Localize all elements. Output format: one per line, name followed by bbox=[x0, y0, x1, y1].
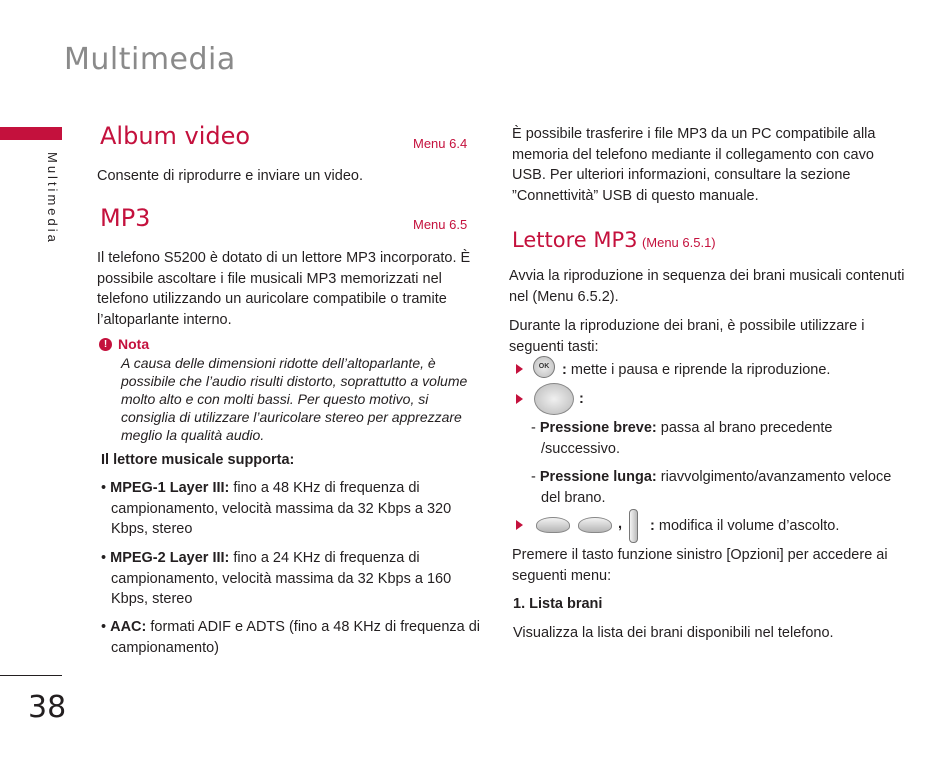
volume-row bbox=[650, 516, 839, 537]
transfer-line: USB. Per ulteriori informazioni, consultare la sezione bbox=[512, 167, 851, 183]
play-desc-line: nel (Menu 6.5.2). bbox=[509, 288, 619, 305]
nota-label: Nota bbox=[118, 336, 150, 352]
format-item-aac bbox=[101, 617, 486, 658]
ok-key-icon: OK bbox=[533, 356, 555, 378]
mp3-player-title: Lettore MP3 bbox=[512, 228, 638, 252]
short-press-line: /successivo. bbox=[541, 440, 620, 457]
arrow-right-icon bbox=[516, 520, 523, 530]
ok-key-row bbox=[562, 360, 830, 381]
format-line: campionamento, velocità massima da 32 Kbps a 320 bbox=[111, 500, 452, 517]
bullet: • bbox=[101, 550, 107, 566]
format-line: formati ADIF e ADTS (fino a 48 KHz di frequenza di bbox=[150, 619, 481, 635]
format-line: Kbps, stereo bbox=[111, 521, 193, 537]
nota-line: molto alto e con molti bassi. Per questo motivo, si bbox=[121, 391, 429, 407]
page-number: 38 bbox=[28, 690, 67, 725]
arrow-right-icon bbox=[516, 394, 523, 404]
colon: : bbox=[579, 391, 584, 407]
dash: - bbox=[531, 469, 536, 485]
volume-key-icon bbox=[578, 517, 612, 533]
nav-key-icon bbox=[534, 383, 574, 415]
page-header-title: Multimedia bbox=[64, 42, 236, 77]
options-line: Premere il tasto funzione sinistro [Opzioni] per accedere ai bbox=[512, 547, 888, 563]
short-press-item bbox=[531, 418, 911, 459]
transfer-line: memoria del telefono mediante il collegamento con cavo bbox=[512, 146, 874, 163]
mp3-intro-paragraph bbox=[97, 248, 477, 330]
transfer-line: ”Connettività” USB di questo manuale. bbox=[512, 187, 759, 204]
format-name: MPEG-2 Layer III: bbox=[110, 550, 230, 566]
format-line: fino a 48 KHz di frequenza di bbox=[233, 480, 420, 496]
list-heading: 1. Lista brani bbox=[513, 596, 603, 612]
album-video-title: Album video bbox=[100, 122, 251, 150]
colon: : bbox=[562, 362, 567, 378]
comma: , bbox=[618, 516, 623, 532]
long-press-line: riavvolgimento/avanzamento veloce bbox=[660, 469, 892, 485]
mp3-player-heading bbox=[512, 228, 716, 252]
side-key-icon bbox=[629, 509, 638, 543]
nota-heading bbox=[99, 336, 149, 354]
options-paragraph bbox=[512, 545, 922, 586]
format-line: Kbps, stereo bbox=[111, 591, 193, 607]
during-line: seguenti tasti: bbox=[509, 338, 599, 355]
volume-description: modifica il volume d’ascolto. bbox=[658, 518, 840, 534]
format-item-mpeg2 bbox=[101, 548, 481, 610]
supports-heading: Il lettore musicale supporta: bbox=[101, 452, 295, 468]
nota-line: consiglia di utilizzare l’auricolare stereo per apprezzare bbox=[121, 409, 462, 425]
arrow-right-icon bbox=[516, 364, 523, 374]
long-press-label: Pressione lunga: bbox=[539, 469, 657, 485]
nota-line: meglio la qualità audio. bbox=[121, 427, 265, 443]
short-press-label: Pressione breve: bbox=[539, 420, 657, 436]
side-section-label: Multimedia bbox=[45, 152, 60, 245]
format-line: fino a 24 KHz di frequenza di bbox=[233, 550, 420, 566]
during-line: Durante la riproduzione dei brani, è possibile utilizzare i bbox=[509, 318, 865, 334]
format-line: campionamento, velocità massima da 32 Kbps a 160 bbox=[111, 570, 452, 587]
short-press-line: passa al brano precedente bbox=[660, 420, 833, 436]
colon: : bbox=[650, 518, 655, 534]
mp3-player-menu-ref: (Menu 6.5.1) bbox=[641, 235, 716, 250]
list-description: Visualizza la lista dei brani disponibili nel telefono. bbox=[513, 625, 834, 641]
play-description bbox=[509, 266, 919, 307]
long-press-item bbox=[531, 467, 911, 508]
mp3-intro-line: telefono utilizzando un auricolare compatibile o tramite bbox=[97, 291, 447, 307]
album-video-menu-ref: Menu 6.4 bbox=[413, 136, 468, 151]
play-desc-line: Avvia la riproduzione in sequenza dei brani musicali contenuti bbox=[509, 268, 905, 284]
volume-key-icon bbox=[536, 517, 570, 533]
mp3-intro-line: possibile ascoltare i file musicali MP3 memorizzati nel bbox=[97, 270, 442, 287]
format-name: AAC: bbox=[110, 619, 147, 635]
during-paragraph bbox=[509, 316, 919, 357]
section-tab-marker bbox=[0, 127, 62, 140]
bullet: • bbox=[101, 480, 107, 496]
mp3-intro-line: Il telefono S5200 è dotato di un lettore MP3 incorporato. È bbox=[97, 250, 471, 266]
long-press-line: del brano. bbox=[541, 489, 606, 506]
options-line: seguenti menu: bbox=[512, 567, 612, 584]
bullet: • bbox=[101, 619, 107, 635]
dash: - bbox=[531, 420, 536, 436]
transfer-paragraph bbox=[512, 124, 912, 206]
album-video-description: Consente di riprodurre e inviare un video. bbox=[97, 168, 363, 184]
mp3-intro-line: l’altoparlante interno. bbox=[97, 311, 232, 328]
nota-line: A causa delle dimensioni ridotte dell’altoparlante, è bbox=[121, 355, 436, 371]
ok-key-description: mette i pausa e riprende la riproduzione. bbox=[570, 362, 831, 378]
transfer-line: È possibile trasferire i file MP3 da un PC compatibile alla bbox=[512, 126, 876, 142]
nota-text bbox=[121, 354, 481, 444]
mp3-title: MP3 bbox=[100, 204, 151, 232]
format-item-mpeg1 bbox=[101, 478, 481, 540]
format-name: MPEG-1 Layer III: bbox=[110, 480, 230, 496]
page-number-divider bbox=[0, 675, 62, 676]
format-line: campionamento) bbox=[111, 639, 219, 656]
mp3-menu-ref: Menu 6.5 bbox=[413, 217, 468, 232]
warning-icon: ! bbox=[99, 338, 112, 351]
nota-line: possibile che l’audio risulti distorto, soprattutto a volume bbox=[121, 373, 468, 389]
